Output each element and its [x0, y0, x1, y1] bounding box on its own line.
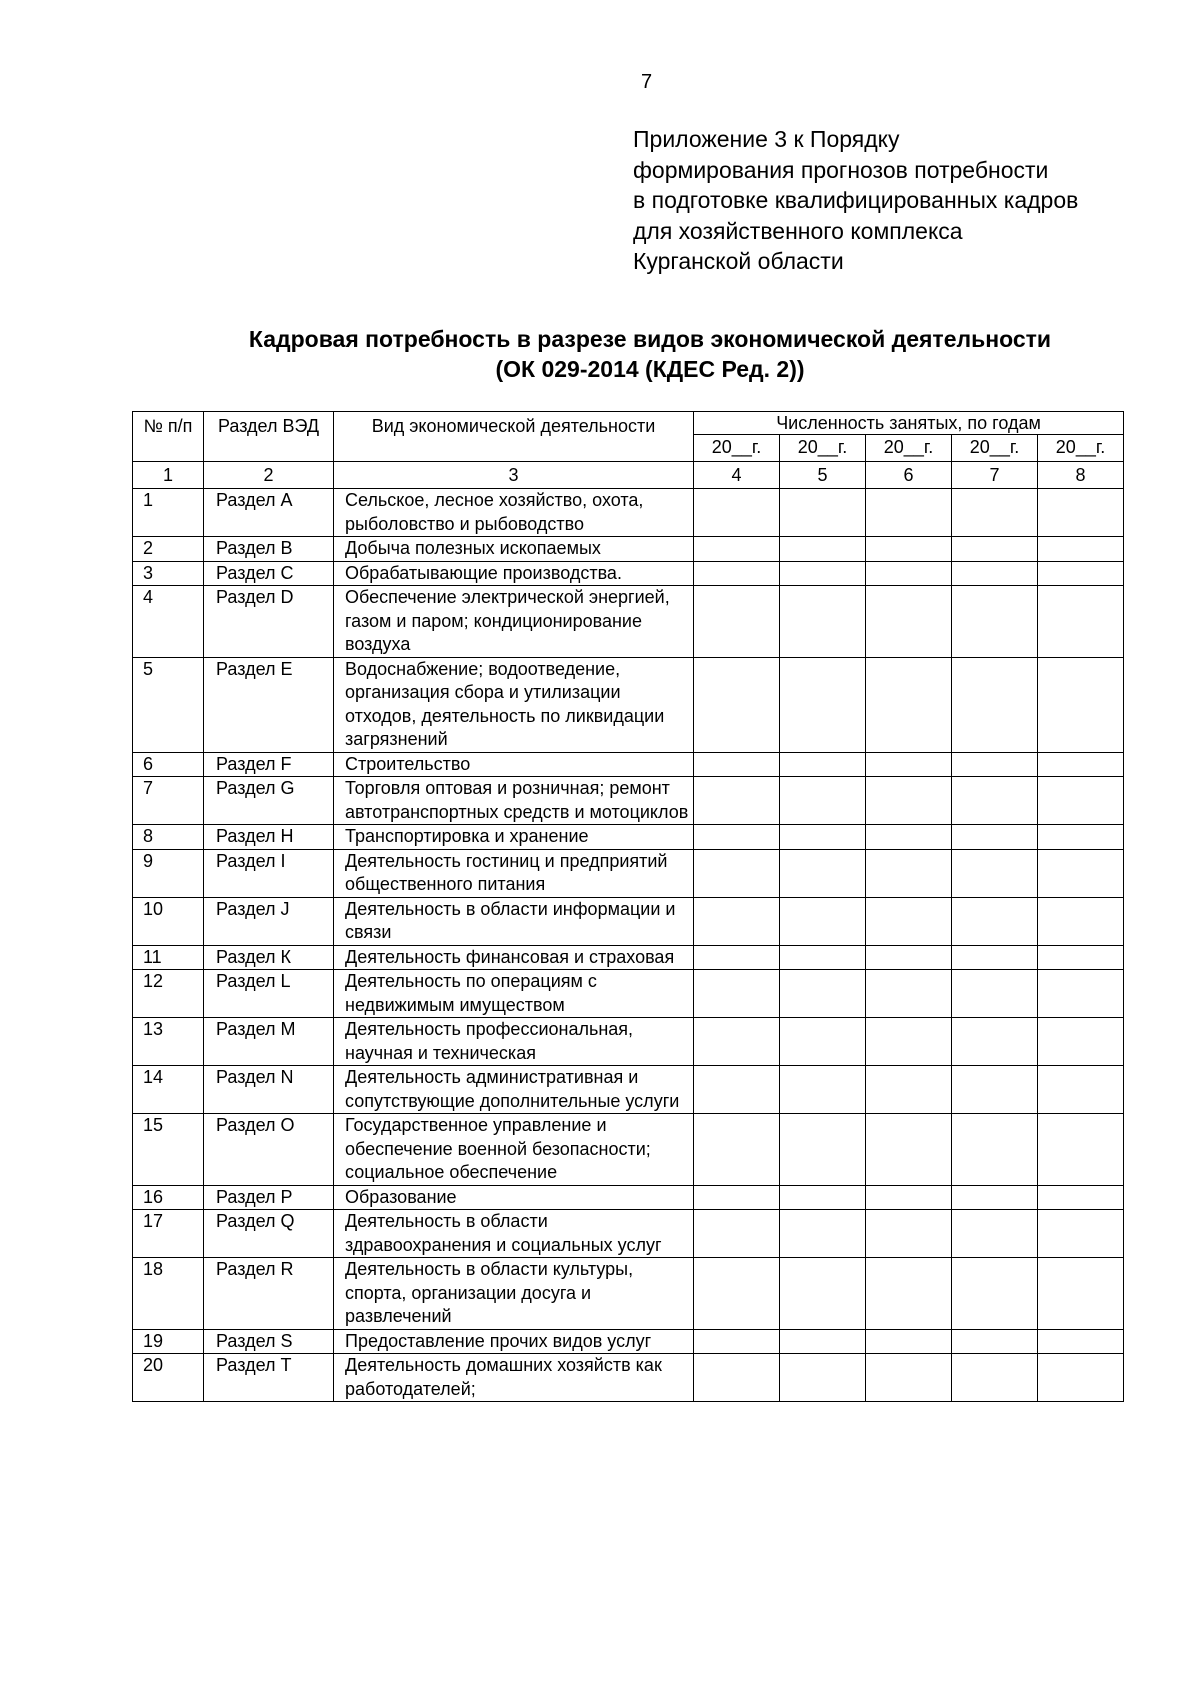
- appendix-reference: [633, 124, 1078, 277]
- row-number: 12: [133, 970, 204, 1018]
- year-value-cell: [1038, 657, 1124, 752]
- year-value-cell: [1038, 1329, 1124, 1354]
- year-value-cell: [1038, 1018, 1124, 1066]
- year-value-cell: [780, 1354, 866, 1402]
- year-value-cell: [866, 849, 952, 897]
- year-value-cell: [780, 1210, 866, 1258]
- year-value-cell: [952, 970, 1038, 1018]
- column-number: 8: [1038, 462, 1124, 489]
- year-value-cell: [1038, 489, 1124, 537]
- column-number: 6: [866, 462, 952, 489]
- year-value-cell: [1038, 586, 1124, 658]
- row-number: 4: [133, 586, 204, 658]
- table-row: [133, 945, 1124, 970]
- year-value-cell: [1038, 752, 1124, 777]
- row-number: 1: [133, 489, 204, 537]
- row-activity: Государственное управление и обеспечение военной безопасности; социальное обеспечение: [334, 1114, 694, 1186]
- year-value-cell: [1038, 897, 1124, 945]
- year-value-cell: [1038, 849, 1124, 897]
- header-year: 20__г.: [866, 435, 952, 462]
- table-row: [133, 1210, 1124, 1258]
- year-value-cell: [1038, 537, 1124, 562]
- year-value-cell: [694, 1210, 780, 1258]
- year-value-cell: [952, 1354, 1038, 1402]
- year-value-cell: [866, 752, 952, 777]
- row-section: Раздел D: [204, 586, 334, 658]
- table-row: [133, 849, 1124, 897]
- year-value-cell: [866, 897, 952, 945]
- year-value-cell: [866, 945, 952, 970]
- year-value-cell: [952, 561, 1038, 586]
- year-value-cell: [866, 1018, 952, 1066]
- year-value-cell: [780, 752, 866, 777]
- header-year: 20__г.: [952, 435, 1038, 462]
- year-value-cell: [694, 825, 780, 850]
- column-number: 4: [694, 462, 780, 489]
- row-section: Раздел С: [204, 561, 334, 586]
- row-activity: Транспортировка и хранение: [334, 825, 694, 850]
- year-value-cell: [1038, 945, 1124, 970]
- header-num: № п/п: [133, 412, 204, 462]
- year-value-cell: [780, 825, 866, 850]
- header-year: 20__г.: [1038, 435, 1124, 462]
- table-row: [133, 1114, 1124, 1186]
- column-number: 1: [133, 462, 204, 489]
- row-number: 7: [133, 777, 204, 825]
- year-value-cell: [780, 849, 866, 897]
- row-section: Раздел L: [204, 970, 334, 1018]
- table-row: [133, 825, 1124, 850]
- column-number: 7: [952, 462, 1038, 489]
- year-value-cell: [866, 537, 952, 562]
- year-value-cell: [694, 561, 780, 586]
- year-value-cell: [694, 1185, 780, 1210]
- year-value-cell: [952, 945, 1038, 970]
- row-section: Раздел М: [204, 1018, 334, 1066]
- title-line-2: (ОК 029-2014 (КДЕС Ред. 2)): [495, 356, 805, 382]
- row-section: Раздел К: [204, 945, 334, 970]
- row-number: 11: [133, 945, 204, 970]
- table-row: [133, 489, 1124, 537]
- row-section: Раздел О: [204, 1114, 334, 1186]
- row-section: Раздел А: [204, 489, 334, 537]
- year-value-cell: [780, 777, 866, 825]
- year-value-cell: [694, 777, 780, 825]
- row-section: Раздел S: [204, 1329, 334, 1354]
- year-value-cell: [1038, 1114, 1124, 1186]
- row-activity: Водоснабжение; водоотведение, организация сбора и утилизации отходов, деятельность по ликвидации загрязнений: [334, 657, 694, 752]
- year-value-cell: [952, 1018, 1038, 1066]
- year-value-cell: [1038, 1185, 1124, 1210]
- year-value-cell: [1038, 825, 1124, 850]
- row-number: 17: [133, 1210, 204, 1258]
- year-value-cell: [780, 537, 866, 562]
- row-number: 8: [133, 825, 204, 850]
- year-value-cell: [780, 586, 866, 658]
- row-number: 18: [133, 1258, 204, 1330]
- table-row: [133, 777, 1124, 825]
- table-row: [133, 1354, 1124, 1402]
- year-value-cell: [780, 945, 866, 970]
- table-row: [133, 657, 1124, 752]
- page-number: 7: [641, 71, 653, 93]
- year-value-cell: [866, 1354, 952, 1402]
- year-value-cell: [866, 1114, 952, 1186]
- column-number: 5: [780, 462, 866, 489]
- year-value-cell: [1038, 1354, 1124, 1402]
- year-value-cell: [694, 752, 780, 777]
- header-activity: Вид экономической деятельности: [334, 412, 694, 462]
- table-row: [133, 586, 1124, 658]
- year-value-cell: [694, 1329, 780, 1354]
- year-value-cell: [952, 1210, 1038, 1258]
- table-row: [133, 561, 1124, 586]
- year-value-cell: [780, 1329, 866, 1354]
- year-value-cell: [1038, 561, 1124, 586]
- table-row: [133, 752, 1124, 777]
- year-value-cell: [952, 489, 1038, 537]
- year-value-cell: [952, 777, 1038, 825]
- year-value-cell: [780, 1114, 866, 1186]
- row-number: 19: [133, 1329, 204, 1354]
- year-value-cell: [780, 970, 866, 1018]
- year-value-cell: [952, 1258, 1038, 1330]
- table-row: [133, 1258, 1124, 1330]
- row-activity: Добыча полезных ископаемых: [334, 537, 694, 562]
- header-section: Раздел ВЭД: [204, 412, 334, 462]
- row-number: 13: [133, 1018, 204, 1066]
- row-activity: Деятельность профессиональная, научная и техническая: [334, 1018, 694, 1066]
- row-section: Раздел R: [204, 1258, 334, 1330]
- appendix-line: Приложение 3 к Порядку: [633, 126, 900, 152]
- row-number: 9: [133, 849, 204, 897]
- appendix-line: для хозяйственного комплекса: [633, 217, 963, 244]
- year-value-cell: [694, 586, 780, 658]
- year-value-cell: [694, 657, 780, 752]
- year-value-cell: [866, 1329, 952, 1354]
- appendix-line: формирования прогнозов потребности: [633, 156, 1049, 183]
- row-section: Раздел Н: [204, 825, 334, 850]
- year-value-cell: [780, 1066, 866, 1114]
- row-section: Раздел Q: [204, 1210, 334, 1258]
- row-activity: Деятельность в области здравоохранения и социальных услуг: [334, 1210, 694, 1258]
- table-row: [133, 897, 1124, 945]
- year-value-cell: [866, 586, 952, 658]
- year-value-cell: [1038, 1258, 1124, 1330]
- year-value-cell: [952, 825, 1038, 850]
- year-value-cell: [866, 1185, 952, 1210]
- year-value-cell: [1038, 777, 1124, 825]
- year-value-cell: [1038, 1066, 1124, 1114]
- row-activity: Предоставление прочих видов услуг: [334, 1329, 694, 1354]
- appendix-line: в подготовке квалифицированных кадров: [633, 187, 1079, 213]
- row-number: 10: [133, 897, 204, 945]
- year-value-cell: [780, 1185, 866, 1210]
- row-number: 20: [133, 1354, 204, 1402]
- year-value-cell: [780, 1018, 866, 1066]
- row-number: 5: [133, 657, 204, 752]
- year-value-cell: [952, 1329, 1038, 1354]
- row-number: 15: [133, 1114, 204, 1186]
- year-value-cell: [952, 752, 1038, 777]
- row-activity: Строительство: [334, 752, 694, 777]
- row-activity: Деятельность по операциям с недвижимым имуществом: [334, 970, 694, 1018]
- year-value-cell: [694, 537, 780, 562]
- year-value-cell: [952, 849, 1038, 897]
- row-section: Раздел В: [204, 537, 334, 562]
- year-value-cell: [780, 489, 866, 537]
- year-value-cell: [780, 561, 866, 586]
- year-value-cell: [694, 945, 780, 970]
- table-row: [133, 537, 1124, 562]
- row-activity: Торговля оптовая и розничная; ремонт автотранспортных средств и мотоциклов: [334, 777, 694, 825]
- year-value-cell: [866, 825, 952, 850]
- table-row: [133, 1018, 1124, 1066]
- row-activity: Сельское, лесное хозяйство, охота, рыболовство и рыбоводство: [334, 489, 694, 537]
- row-section: Раздел N: [204, 1066, 334, 1114]
- year-value-cell: [694, 970, 780, 1018]
- row-activity: Деятельность гостиниц и предприятий общественного питания: [334, 849, 694, 897]
- row-activity: Обеспечение электрической энергией, газом и паром; кондиционирование воздуха: [334, 586, 694, 658]
- year-value-cell: [866, 777, 952, 825]
- column-number: 2: [204, 462, 334, 489]
- document-title: [0, 324, 1200, 384]
- year-value-cell: [780, 897, 866, 945]
- row-number: 6: [133, 752, 204, 777]
- row-activity: Деятельность финансовая и страховая: [334, 945, 694, 970]
- column-number: 3: [334, 462, 694, 489]
- staffing-needs-table: [132, 411, 1124, 1402]
- row-section: Раздел I: [204, 849, 334, 897]
- row-section: Раздел J: [204, 897, 334, 945]
- row-activity: Деятельность в области культуры, спорта, организации досуга и развлечений: [334, 1258, 694, 1330]
- year-value-cell: [694, 1114, 780, 1186]
- row-section: Раздел Е: [204, 657, 334, 752]
- year-value-cell: [866, 1066, 952, 1114]
- year-value-cell: [866, 970, 952, 1018]
- year-value-cell: [780, 1258, 866, 1330]
- header-year: 20__г.: [694, 435, 780, 462]
- year-value-cell: [952, 1185, 1038, 1210]
- row-activity: Образование: [334, 1185, 694, 1210]
- year-value-cell: [694, 1354, 780, 1402]
- year-value-cell: [694, 489, 780, 537]
- table-row: [133, 1066, 1124, 1114]
- year-value-cell: [952, 1114, 1038, 1186]
- year-value-cell: [1038, 970, 1124, 1018]
- year-value-cell: [866, 489, 952, 537]
- row-activity: Деятельность административная и сопутствующие дополнительные услуги: [334, 1066, 694, 1114]
- year-value-cell: [952, 897, 1038, 945]
- row-section: Раздел F: [204, 752, 334, 777]
- year-value-cell: [952, 537, 1038, 562]
- table-row: [133, 970, 1124, 1018]
- year-value-cell: [780, 657, 866, 752]
- row-activity: Обрабатывающие производства.: [334, 561, 694, 586]
- year-value-cell: [866, 657, 952, 752]
- row-activity: Деятельность в области информации и связи: [334, 897, 694, 945]
- year-value-cell: [694, 1258, 780, 1330]
- appendix-line: Курганской области: [633, 248, 844, 274]
- table-row: [133, 1185, 1124, 1210]
- row-section: Раздел Р: [204, 1185, 334, 1210]
- year-value-cell: [1038, 1210, 1124, 1258]
- row-section: Раздел Т: [204, 1354, 334, 1402]
- table-body: [133, 489, 1124, 1402]
- year-value-cell: [694, 849, 780, 897]
- year-value-cell: [952, 657, 1038, 752]
- year-value-cell: [866, 1210, 952, 1258]
- year-value-cell: [694, 1018, 780, 1066]
- year-value-cell: [952, 1066, 1038, 1114]
- year-value-cell: [866, 1258, 952, 1330]
- header-employed: Численность занятых, по годам: [694, 412, 1124, 435]
- year-value-cell: [694, 897, 780, 945]
- year-value-cell: [694, 1066, 780, 1114]
- year-value-cell: [866, 561, 952, 586]
- row-section: Раздел G: [204, 777, 334, 825]
- table-row: [133, 1329, 1124, 1354]
- header-year: 20__г.: [780, 435, 866, 462]
- title-line-1: Кадровая потребность в разрезе видов экономической деятельности: [248, 326, 1052, 352]
- row-number: 2: [133, 537, 204, 562]
- row-activity: Деятельность домашних хозяйств как работодателей;: [334, 1354, 694, 1402]
- row-number: 3: [133, 561, 204, 586]
- year-value-cell: [952, 586, 1038, 658]
- row-number: 14: [133, 1066, 204, 1114]
- row-number: 16: [133, 1185, 204, 1210]
